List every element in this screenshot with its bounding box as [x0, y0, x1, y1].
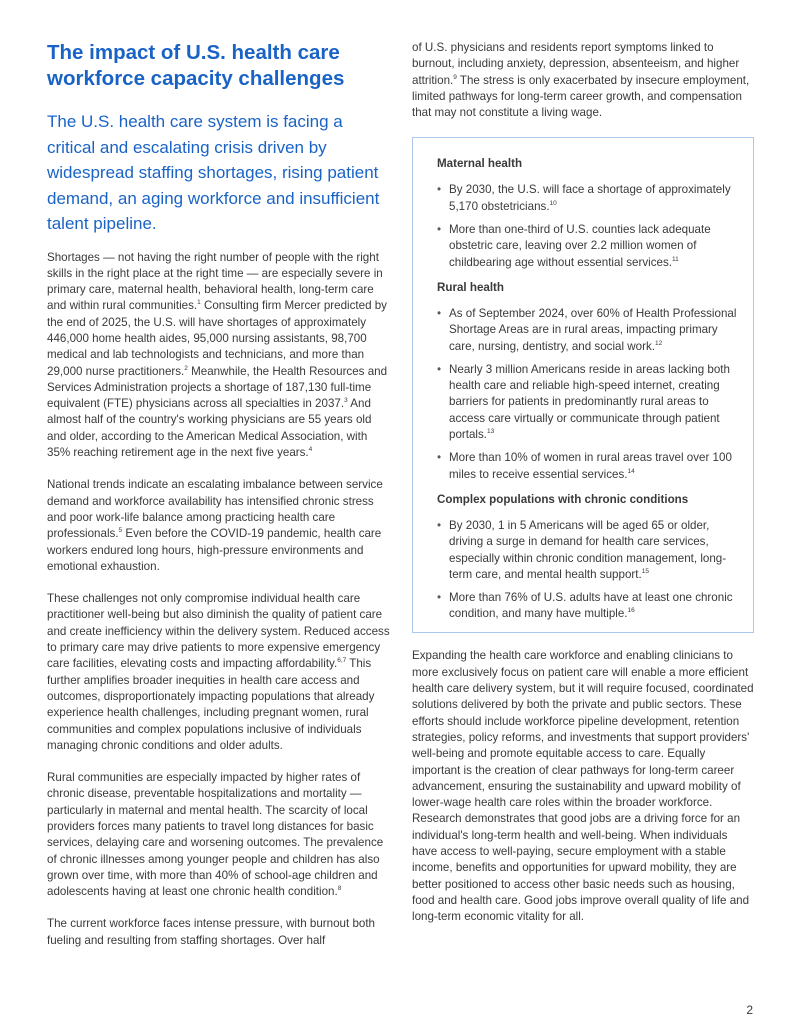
closing-paragraph: Expanding the health care workforce and enabling clinicians to more exclusively focus on patient care will enable a more efficient health care delivery system, but it will require focused, coordinated solutions delivered by both the private and public sectors. These efforts should include workforce pipeline development, retention strategies, policy reforms, and investments that support providers' well-being and promote equitable access to care. Equally important is the creation of clear pathways for long-term career advancement, ensuring the sustainability and upward mobility of lower-wage health care roles within the broader workforce. Research demonstrates that good jobs are a driving force for an individual's long-term health and well-being. When individuals have access to well-paying, secure employment with a stable income, benefits and opportunities for upward mobility, they are better positioned to access other basic needs such as housing, food and health care. Good jobs improve overall quality of life and long-term economic vitality for all.	[412, 649, 754, 924]
callout-bullet-list	[437, 306, 739, 483]
callout-section-heading: Rural health	[437, 280, 504, 294]
text-run: Nearly 3 million Americans reside in areas lacking both health care and reliable high-speed internet, creating barriers for patients in predominantly rural areas to access care virtually or communicate through patient portals.	[449, 362, 730, 442]
body-paragraph	[47, 770, 392, 900]
text-run: of U.S. physicians and residents report symptoms linked to burnout, including anxiety, depression, absenteeism, and higher attrition.	[412, 41, 740, 87]
footnote-ref: 8	[337, 885, 342, 893]
body-paragraph	[47, 916, 392, 949]
text-run: These challenges not only compromise individual health care practitioner well-being but also diminish the quality of patient care and create inefficiency within the delivery system. Reduced access to primary care may drive patients to more expensive emergency care facilities, elevating costs and impacting affordability.	[47, 592, 390, 671]
text-run: By 2030, the U.S. will face a shortage of approximately 5,170 obstetricians.	[449, 183, 731, 213]
callout-section-heading: Maternal health	[437, 157, 523, 171]
text-run: More than 10% of women in rural areas travel over 100 miles to receive essential services.	[449, 451, 732, 481]
text-run: More than 76% of U.S. adults have at least one chronic condition, and many have multiple.	[449, 591, 733, 621]
footnote-ref: 12	[655, 339, 663, 347]
left-body	[47, 250, 392, 950]
text-run: Even before the COVID-19 pandemic, health care workers endured long hours, high-pressure environments and emotional exhaustion.	[47, 527, 382, 573]
page-title: The impact of U.S. health care workforce capacity challenges	[47, 41, 345, 90]
right-column	[412, 40, 754, 942]
text-run: More than one-third of U.S. counties lack adequate obstetric care, leaving over 2.2 million women of childbearing age without essential services.	[449, 223, 711, 269]
callout-section-heading: Complex populations with chronic conditions	[437, 492, 689, 506]
callout-bullet-item	[437, 182, 739, 215]
footnote-ref: 11	[671, 255, 679, 263]
left-column	[47, 40, 392, 965]
text-run: The current workforce faces intense pressure, with burnout both fueling and resulting from staffing shortages. Over half	[47, 917, 376, 947]
text-run: Meanwhile, the Health Resources and Services Administration projects a shortage of 187,130 full-time equivalent (FTE) physicians across all specialties in 2037.	[47, 364, 388, 411]
callout-bullet-list	[437, 182, 739, 270]
text-run: As of September 2024, over 60% of Health Professional Shortage Areas are in rural areas, impacting primary care, nursing, dentistry, and social work.	[449, 306, 737, 353]
footnote-ref: 6,7	[337, 657, 347, 665]
footnote-ref: 10	[549, 199, 557, 207]
callout-bullet-item	[437, 450, 739, 483]
statistics-callout-box	[412, 137, 754, 633]
callout-bullet-item	[437, 306, 739, 355]
footnote-ref: 16	[627, 607, 635, 615]
text-run: And almost half of the country's working physicians are 55 years old and older, according to the American Medical Association, with 35% reaching retirement age in the next five years.	[47, 397, 372, 460]
text-run: This further amplifies broader inequities in health care access and outcomes, disproportionately impacting populations that already experience health challenges, including pregnant women, rural communities and complex populations inclusive of individuals managing chronic conditions and older adults.	[47, 657, 375, 752]
body-paragraph	[47, 591, 392, 754]
text-run: National trends indicate an escalating imbalance between service demand and workforce availability has intensified chronic stress and poor work-life balance among practicing health care professionals.	[47, 478, 383, 541]
right-intro-paragraph	[412, 40, 754, 121]
page-number: 2	[746, 1003, 753, 1017]
footnote-ref: 2	[184, 364, 188, 372]
footnote-ref: 14	[627, 467, 635, 475]
text-run: Rural communities are especially impacted by higher rates of chronic disease, preventable hospitalizations and mortality — particularly in maternal and mental health. The scarcity of local providers forces many patients to travel long distances for basic services, delaying care and worsening outcomes. The prevalence of chronic illnesses among younger people and children has also grown over time, with more than 40% of school-age children and adolescents having at least one chronic health condition.	[47, 771, 384, 899]
footnote-ref: 5	[118, 527, 123, 535]
text-run: Shortages — not having the right number of people with the right skills in the right place at the right time — are especially severe in primary care, maternal health, behavioral health, long-term care and within rural communities.	[47, 250, 383, 313]
text-run: The stress is only exacerbated by insecure employment, limited pathways for long-term career growth, and compensation that may not constitute a living wage.	[412, 73, 750, 120]
footnote-ref: 15	[641, 567, 649, 575]
callout-bullet-item	[437, 362, 739, 443]
footnote-ref: 1	[197, 299, 201, 307]
callout-bullet-item	[437, 590, 739, 623]
footnote-ref: 9	[453, 73, 457, 81]
callout-bullet-item	[437, 222, 739, 271]
body-paragraph	[47, 250, 392, 462]
footnote-ref: 3	[344, 397, 348, 405]
footnote-ref: 4	[308, 446, 313, 454]
lede-paragraph: The U.S. health care system is facing a critical and escalating crisis driven by widespread staffing shortages, rising patient demand, an aging workforce and insufficient talent pipeline.	[47, 112, 380, 233]
body-paragraph	[47, 477, 392, 575]
footnote-ref: 13	[487, 428, 495, 436]
callout-bullet-item	[437, 518, 739, 583]
callout-bullet-list	[437, 518, 739, 623]
text-run: By 2030, 1 in 5 Americans will be aged 65 or older, driving a surge in demand for health care services, especially within chronic condition management, long-term care, and mental health support.	[449, 518, 727, 581]
text-run: Consulting firm Mercer predicted by the end of 2025, the U.S. will have shortages of approximately 446,000 home health aides, 95,000 nursing assistants, 98,700 medical and lab technologists and technicians, and more than 29,000 nurse practitioners.	[47, 299, 387, 378]
